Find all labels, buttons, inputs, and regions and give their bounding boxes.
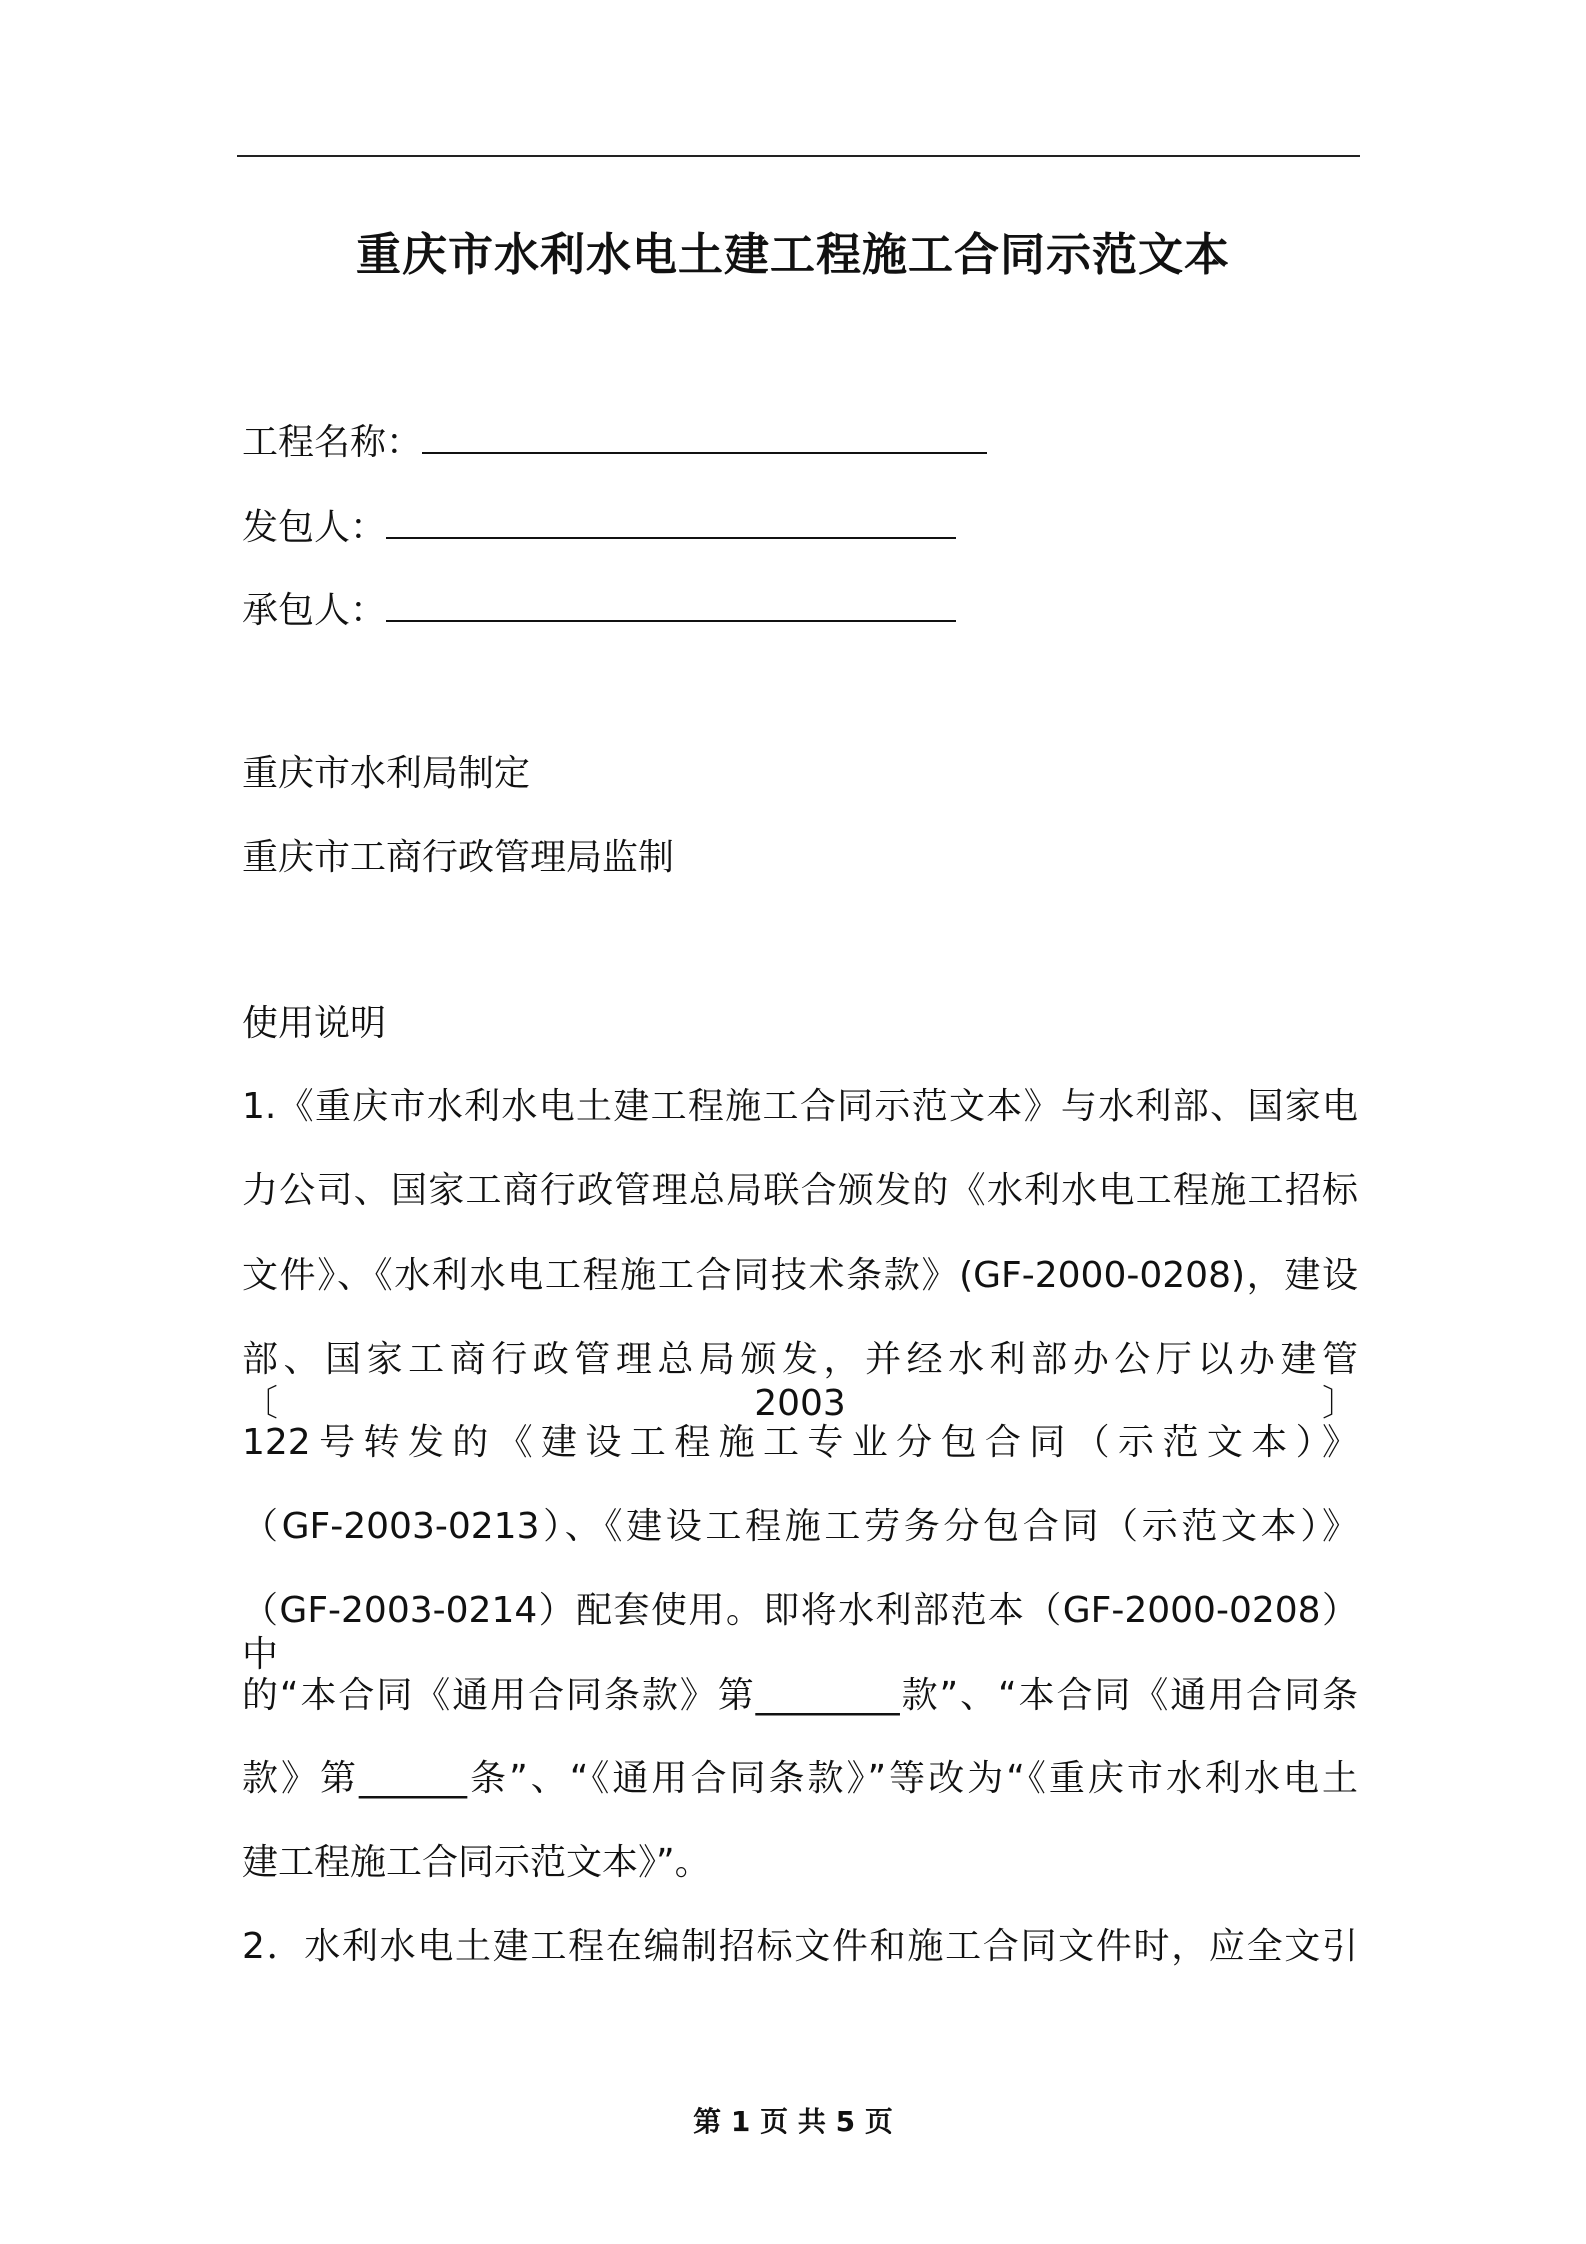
field-project-name — [242, 421, 1358, 465]
field-label: 承包人： — [242, 590, 387, 631]
field-label: 工程名称： — [242, 422, 423, 463]
supervisor-line: 重庆市工商行政管理局监制 — [242, 837, 675, 878]
field-label: 发包人： — [242, 507, 387, 548]
paragraph-line: （GF-2003-0214）配套使用。即将水利部范本（GF-2000-0208）中 — [242, 1590, 1358, 1675]
contractor-blank[interactable] — [386, 590, 956, 622]
field-employer — [242, 506, 1358, 550]
paragraph-line: 1.《重庆市水利水电土建工程施工合同示范文本》与水利部、国家电 — [242, 1086, 1358, 1127]
document-title: 重庆市水利水电土建工程施工合同示范文本 — [355, 228, 1230, 281]
issuer-line: 重庆市水利局制定 — [242, 753, 531, 794]
project-name-blank[interactable] — [422, 422, 987, 454]
paragraph-line: 文件》、《水利水电工程施工合同技术条款》(GF-2000-0208)，建设 — [242, 1255, 1358, 1296]
section-heading: 使用说明 — [242, 1003, 387, 1044]
paragraph-line: 部、国家工商行政管理总局颁发，并经水利部办公厅以办建管〔2003〕 — [242, 1339, 1358, 1424]
field-contractor — [242, 589, 1358, 633]
paragraph-line: 力公司、国家工商行政管理总局联合颁发的《水利水电工程施工招标 — [242, 1170, 1358, 1211]
paragraph-line: 2．水利水电土建工程在编制招标文件和施工合同文件时，应全文引 — [242, 1926, 1358, 1967]
header-rule — [237, 155, 1360, 157]
paragraph-line: 建工程施工合同示范文本》”。 — [242, 1842, 711, 1883]
paragraph-line: 款》第______条”、“《通用合同条款》”等改为“《重庆市水利水电土 — [242, 1758, 1358, 1799]
paragraph-line: （GF-2003-0213）、《建设工程施工劳务分包合同（示范文本）》 — [242, 1506, 1358, 1547]
employer-blank[interactable] — [386, 507, 956, 539]
page-number-footer: 第 1 页 共 5 页 — [693, 2105, 893, 2138]
paragraph-line: 122号转发的《建设工程施工专业分包合同（示范文本）》 — [242, 1422, 1358, 1463]
paragraph-line: 的“本合同《通用合同条款》第________款”、“本合同《通用合同条 — [242, 1675, 1358, 1716]
